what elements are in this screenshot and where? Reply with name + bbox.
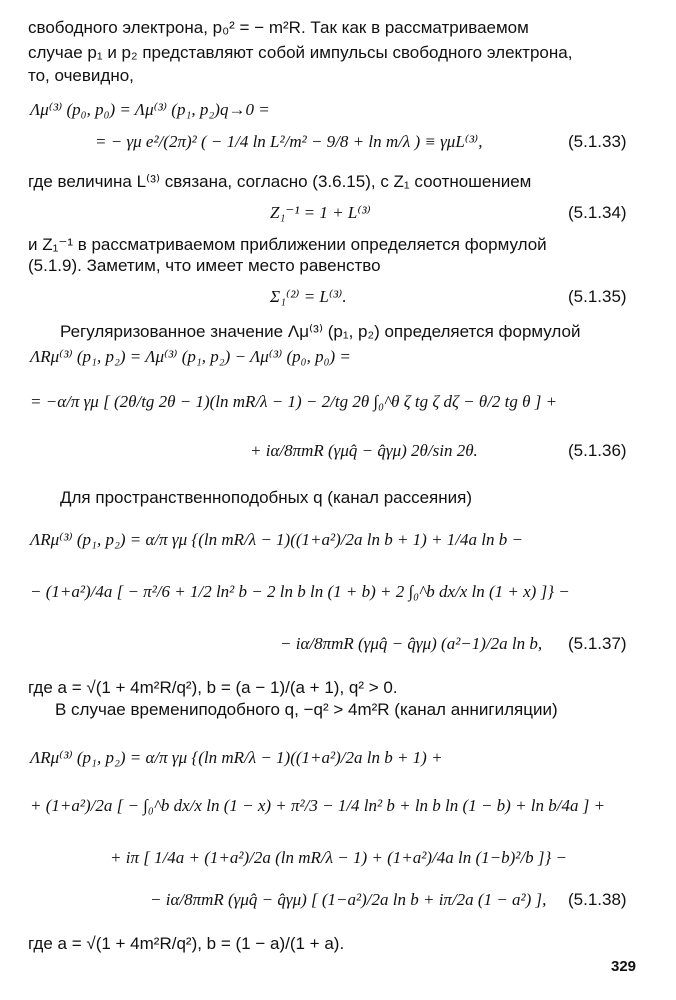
equation-number-5.1.34: (5.1.34)	[568, 203, 627, 222]
text-line-4: где величина L⁽³⁾ связана, согласно (3.6.15), с Z₁ соотношением	[28, 172, 532, 191]
text-line-11: где a = √(1 + 4m²R/q²), b = (1 − a)/(1 + a).	[28, 934, 345, 953]
text-line-5: и Z₁⁻¹ в рассматриваемом приближении определяется формулой	[28, 235, 547, 254]
formula-line-2: = − γμ e²/(2π)² ( − 1/4 ln L²/m² − 9/8 + ln m/λ ) ≡ γμL⁽³⁾,	[95, 132, 483, 151]
text-line-2: случае p₁ и p₂ представляют собой импульсы свободного электрона,	[28, 43, 573, 62]
formula-line-7: − (1+a²)/4a [ − π²/6 + 1/2 ln² b − 2 ln b ln (1 + b) + 2 ∫₀^b dx/x ln (1 + x) ]} −	[30, 582, 570, 601]
equation-number-5.1.35: (5.1.35)	[568, 287, 627, 306]
formula-line-5: + iα/8πmR (γμq̂ − q̂γμ) 2θ/sin 2θ.	[250, 441, 478, 460]
formula-line-12: − iα/8πmR (γμq̂ − q̂γμ) [ (1−a²)/2a ln b + iπ/2a (1 − a²) ],	[150, 890, 547, 909]
formula-z1: Z₁⁻¹ = 1 + L⁽³⁾	[270, 203, 371, 222]
text-line-10: В случае времениподобного q, −q² > 4m²R (канал аннигиляции)	[55, 700, 558, 719]
formula-line-4: = −α/π γμ [ (2θ/tg 2θ − 1)(ln mR/λ − 1) − 2/tg 2θ ∫₀^θ ζ tg ζ dζ − θ/2 tg θ ] +	[30, 392, 558, 411]
text-line-3: то, очевидно,	[28, 66, 134, 85]
formula-line-9: ΛRμ⁽³⁾ (p₁, p₂) = α/π γμ {(ln mR/λ − 1)((1+a²)/2a ln b + 1) +	[30, 748, 443, 767]
equation-number-5.1.38: (5.1.38)	[568, 890, 627, 909]
text-line-7: Регуляризованное значение Λμ⁽³⁾ (p₁, p₂) определяется формулой	[60, 322, 581, 341]
text-line-1: свободного электрона, p₀² = − m²R. Так как в рассматриваемом	[28, 18, 529, 37]
formula-line-3: ΛRμ⁽³⁾ (p₁, p₂) = Λμ⁽³⁾ (p₁, p₂) − Λμ⁽³⁾ (p₀, p₀) =	[30, 347, 351, 366]
formula-line-10: + (1+a²)/2a [ − ∫₀^b dx/x ln (1 − x) + π²/3 − 1/4 ln² b + ln b ln (1 − b) + ln b/4a ] +	[30, 796, 606, 815]
formula-line-1: Λμ⁽³⁾ (p₀, p₀) = Λμ⁽³⁾ (p₁, p₂)q→0 =	[30, 100, 270, 119]
page-number: 329	[611, 958, 637, 975]
formula-line-8: − iα/8πmR (γμq̂ − q̂γμ) (a²−1)/2a ln b,	[280, 634, 543, 653]
equation-number-5.1.33: (5.1.33)	[568, 132, 627, 151]
equation-number-5.1.37: (5.1.37)	[568, 634, 627, 653]
formula-line-6: ΛRμ⁽³⁾ (p₁, p₂) = α/π γμ {(ln mR/λ − 1)((1+a²)/2a ln b + 1) + 1/4a ln b −	[30, 530, 523, 549]
equation-number-5.1.36: (5.1.36)	[568, 441, 627, 460]
formula-line-11: + iπ [ 1/4a + (1+a²)/2a (ln mR/λ − 1) + (1+a²)/4a ln (1−b)²/b ]} −	[110, 848, 567, 867]
text-line-6: (5.1.9). Заметим, что имеет место равенство	[28, 256, 381, 275]
formula-sigma: Σ₁⁽²⁾ = L⁽³⁾.	[270, 287, 347, 306]
text-line-8: Для пространственноподобных q (канал рассеяния)	[60, 488, 473, 507]
text-line-9: где a = √(1 + 4m²R/q²), b = (a − 1)/(a + 1), q² > 0.	[28, 678, 398, 697]
